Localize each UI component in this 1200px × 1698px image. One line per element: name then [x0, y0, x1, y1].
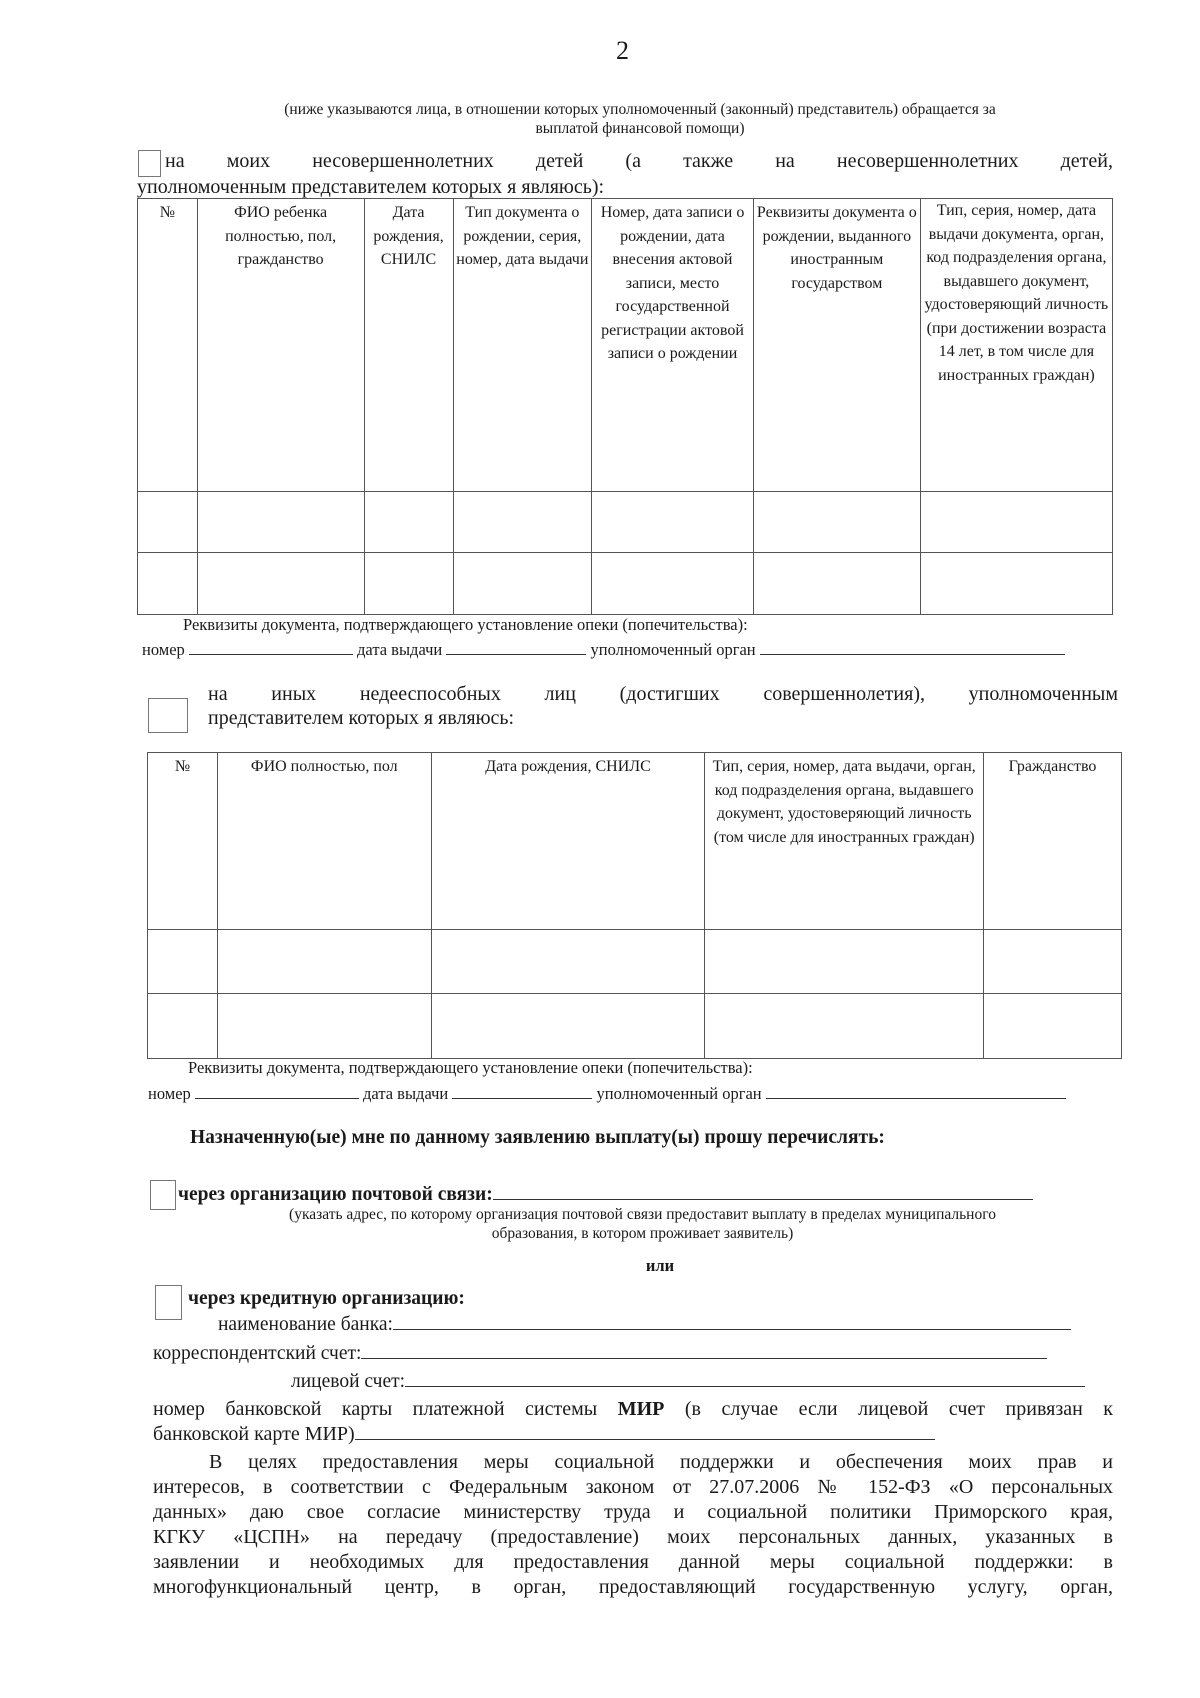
children-guardianship-fields: [142, 637, 1065, 661]
header-note: [160, 100, 1120, 138]
table-row: [148, 930, 1122, 994]
col-id-document: Тип, серия, номер, дата выдачи, орган, код подразделения органа, выдавшего документ, удостоверяющий личность (том числе для иностранных граждан): [705, 753, 984, 930]
post-label: через организацию почтовой связи:: [178, 1184, 493, 1205]
corr-account-label: корреспондентский счет:: [153, 1343, 362, 1364]
col-number: №: [148, 753, 218, 930]
incapable-guardianship-title: Реквизиты документа, подтверждающего установление опеки (попечительства):: [188, 1058, 753, 1077]
card-number-field[interactable]: [355, 1423, 935, 1440]
issue-date-field[interactable]: [452, 1081, 592, 1099]
header-note-line2: выплатой финансовой помощи): [535, 120, 745, 137]
credit-label: через кредитную организацию:: [188, 1288, 465, 1309]
children-table-header: [138, 199, 1113, 492]
consent-line: заявлении и необходимых для предоставления данной меры социальной поддержки: в: [153, 1551, 1113, 1573]
consent-line: интересов, в соответствии с Федеральным законом от 27.07.2006 № 152-ФЗ «О персональных: [153, 1476, 1113, 1498]
consent-line: В целях предоставления меры социальной поддержки и обеспечения моих прав и: [209, 1451, 1113, 1473]
col-id-document: Тип, серия, номер, дата выдачи документа, орган, код подразделения органа, выдавшего документ, удостоверяющий личность (при достижении возраста 14 лет, в том числе для иностранных граждан): [920, 199, 1112, 492]
children-guardianship-title: Реквизиты документа, подтверждающего установление опеки (попечительства):: [183, 615, 748, 634]
post-row: [178, 1183, 1033, 1206]
incapable-checkbox[interactable]: [148, 698, 188, 733]
col-foreign-doc: Реквизиты документа о рождении, выданного иностранным государством: [753, 199, 920, 492]
card-text-after: (в случае если лицевой счет привязан к: [684, 1398, 1114, 1420]
number-field[interactable]: [195, 1081, 359, 1099]
bank-name-label: наименование банка:: [218, 1314, 393, 1335]
consent-line: данных» даю свое согласие министерству труда и социальной политики Приморского края,: [153, 1501, 1113, 1523]
children-checkbox[interactable]: [138, 150, 161, 177]
post-note-line2: образования, в котором проживает заявитель): [491, 1225, 794, 1242]
post-note: [170, 1205, 1115, 1243]
authority-label: уполномоченный орган: [590, 640, 756, 659]
card-system: МИР: [617, 1398, 665, 1420]
card-line2: [153, 1423, 935, 1446]
col-citizenship: Гражданство: [984, 753, 1122, 930]
col-birth-date: Дата рождения, СНИЛС: [364, 199, 453, 492]
col-child-name: ФИО ребенка полностью, пол, гражданство: [197, 199, 364, 492]
post-address-field[interactable]: [493, 1183, 1033, 1200]
consent-line: КГКУ «ЦСПН» на передачу (предоставление) моих персональных данных, указанных в: [153, 1526, 1113, 1548]
payment-heading: Назначенную(ые) мне по данному заявлению выплату(ы) прошу перечислять:: [190, 1127, 885, 1148]
page-number: 2: [616, 36, 629, 65]
issue-date-label: дата выдачи: [363, 1084, 449, 1103]
corr-account-row: [153, 1342, 1047, 1365]
number-label: номер: [148, 1084, 191, 1103]
table-row: [148, 994, 1122, 1059]
personal-account-field[interactable]: [405, 1370, 1085, 1387]
col-full-name: ФИО полностью, пол: [217, 753, 431, 930]
col-birth-date: Дата рождения, СНИЛС: [431, 753, 705, 930]
bank-name-row: [218, 1313, 1071, 1336]
authority-label: уполномоченный орган: [596, 1084, 762, 1103]
consent-paragraph: [153, 1450, 1113, 1600]
or-label: или: [645, 1256, 675, 1275]
personal-account-label: лицевой счет:: [291, 1371, 406, 1392]
incapable-text-line1: на иных недееспособных лиц (достигших совершеннолетия), уполномоченным: [208, 683, 1118, 705]
card-line1: [153, 1398, 1113, 1421]
issue-date-field[interactable]: [446, 637, 586, 655]
issue-date-label: дата выдачи: [357, 640, 443, 659]
col-birth-record: Номер, дата записи о рождении, дата внесения актовой записи, место государственной регистрации актовой записи о рождении: [592, 199, 754, 492]
consent-line: многофункциональный центр, в орган, предоставляющий государственную услугу, орган,: [153, 1576, 1113, 1598]
incapable-text-line2: представителем которых я являюсь:: [208, 707, 515, 729]
bank-name-field[interactable]: [393, 1313, 1071, 1330]
incapable-table-header: [148, 753, 1122, 930]
personal-account-row: [291, 1370, 1085, 1393]
children-table: [137, 198, 1113, 615]
table-row: [138, 492, 1113, 553]
credit-checkbox[interactable]: [155, 1285, 182, 1320]
incapable-guardianship-fields: [148, 1081, 1066, 1105]
col-number: №: [138, 199, 198, 492]
children-text-line1: на моих несовершеннолетних детей (а также на несовершеннолетних детей,: [165, 150, 1113, 172]
children-text-line2: уполномоченным представителем которых я являюсь):: [137, 176, 605, 198]
incapable-table: [147, 752, 1122, 1059]
header-note-line1: (ниже указываются лица, в отношении которых уполномоченный (законный) представитель) обращается за: [284, 101, 996, 118]
authority-field[interactable]: [760, 637, 1065, 655]
number-field[interactable]: [189, 637, 353, 655]
post-note-line1: (указать адрес, по которому организация почтовой связи предоставит выплату в пределах муниципального: [289, 1206, 996, 1223]
corr-account-field[interactable]: [361, 1342, 1047, 1359]
table-row: [138, 553, 1113, 615]
authority-field[interactable]: [766, 1081, 1066, 1099]
number-label: номер: [142, 640, 185, 659]
card-text-line2: банковской карте МИР): [153, 1423, 355, 1445]
card-text-before: номер банковской карты платежной системы: [153, 1398, 598, 1420]
col-birth-doc-type: Тип документа о рождении, серия, номер, дата выдачи: [453, 199, 592, 492]
